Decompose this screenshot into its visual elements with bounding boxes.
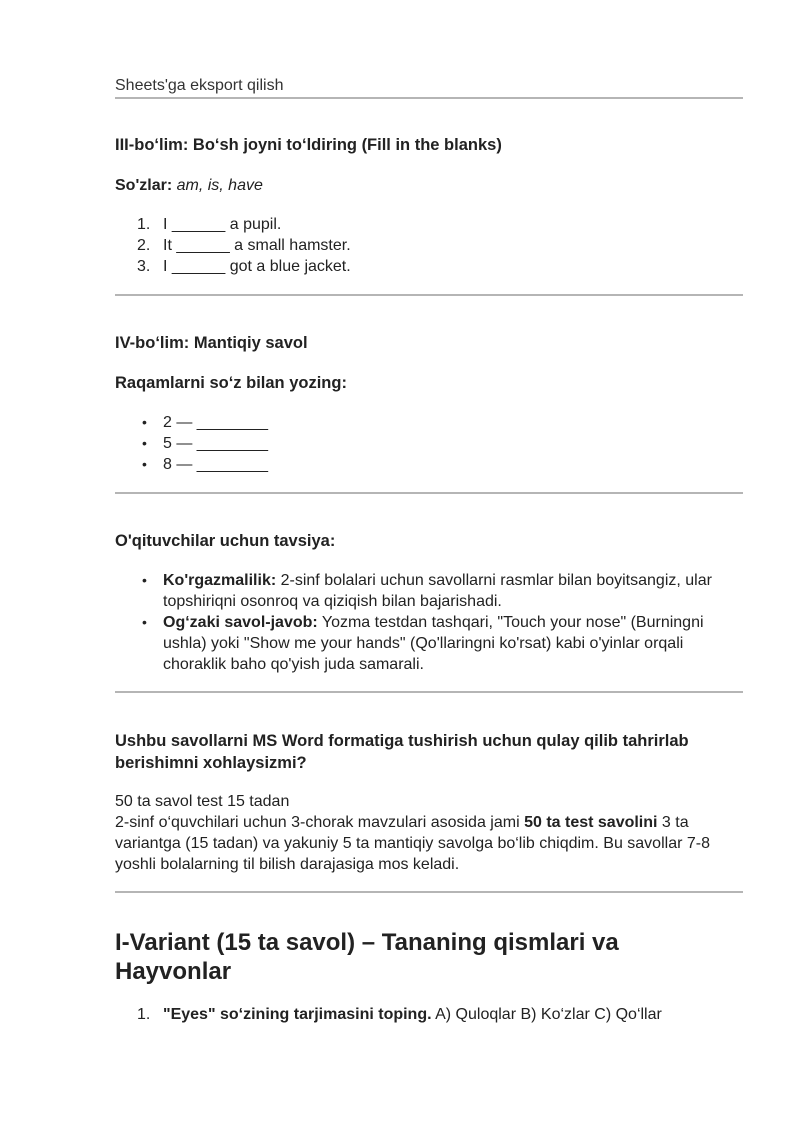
divider <box>115 891 743 893</box>
section-4-title: IV-bo‘lim: Mantiqiy savol <box>115 334 308 352</box>
item-number: 3. <box>137 258 151 275</box>
list-item <box>115 1004 763 1025</box>
numbers-list <box>115 412 743 475</box>
teachers-title: O'qituvchilar uchun tavsiya: <box>115 532 336 550</box>
words-list: am, is, have <box>176 177 263 194</box>
paragraph-text: 2-sinf o‘quvchilari uchun 3-chorak mavzulari asosida jami <box>115 814 525 831</box>
list-item <box>115 235 743 256</box>
teachers-list <box>115 570 743 675</box>
question-title: Ushbu savollarni MS Word formatiga tushirish uchun qulay qilib tahrirlab berishimni xohlaysizmi? <box>115 732 689 772</box>
question-line: 50 ta savol test 15 tadan <box>115 793 290 810</box>
paragraph-text: 3 ta variantga (15 tadan) va yakuniy 5 ta mantiqiy savolga bo‘lib chiqdim. Bu savollar 7-8 yoshli bolalarning til bilish darajasiga mos keladi. <box>115 814 710 873</box>
bullet-icon: • <box>142 456 147 472</box>
answer-options: A) Quloqlar B) Ko‘zlar C) Qo‘llar <box>431 1006 662 1023</box>
item-label: Og‘zaki savol-javob: <box>163 614 318 631</box>
paragraph-bold: 50 ta test savolini <box>524 814 658 831</box>
item-text: 5 — ________ <box>163 435 268 452</box>
list-item <box>115 612 743 675</box>
words-label: So'zlar: <box>115 177 173 194</box>
item-text: It ______ a small hamster. <box>163 237 351 254</box>
bullet-icon: • <box>142 414 147 430</box>
list-item <box>115 454 743 475</box>
item-text: I ______ got a blue jacket. <box>163 258 351 275</box>
variant-1-list <box>115 1004 763 1025</box>
divider <box>115 97 743 99</box>
bullet-icon: • <box>142 614 147 630</box>
item-label: Ko'rgazmalilik: <box>163 572 277 589</box>
fill-blanks-list <box>115 214 743 277</box>
section-4-subtitle: Raqamlarni so‘z bilan yozing: <box>115 374 347 392</box>
divider <box>115 691 743 693</box>
item-number: 1. <box>137 1006 151 1023</box>
list-item <box>115 256 743 277</box>
bullet-icon: • <box>142 435 147 451</box>
bullet-icon: • <box>142 572 147 588</box>
item-text: I ______ a pupil. <box>163 216 282 233</box>
item-number: 1. <box>137 216 151 233</box>
divider <box>115 492 743 494</box>
item-text: Yozma testdan tashqari, "Touch your nose" (Burningni ushla) yoki "Show me your hands" (Qo'llaringni ko'rsat) kabi o'yinlar orqali choraklik baho qo'yish juda samarali. <box>163 614 704 673</box>
list-item <box>115 433 743 454</box>
list-item <box>115 214 743 235</box>
variant-1-heading: I-Variant (15 ta savol) – Tananing qismlari va Hayvonlar <box>115 929 619 985</box>
list-item <box>115 412 743 433</box>
words-line <box>115 175 263 196</box>
question-paragraph <box>115 812 730 875</box>
section-3-title: III-bo‘lim: Bo‘sh joyni to‘ldiring (Fill in the blanks) <box>115 136 502 154</box>
item-number: 2. <box>137 237 151 254</box>
item-text: 2 — ________ <box>163 414 268 431</box>
item-text: 2-sinf bolalari uchun savollarni rasmlar bilan boyitsangiz, ular topshiriqni osonroq va qiziqish bilan bajarishadi. <box>163 572 712 610</box>
item-text: 8 — ________ <box>163 456 268 473</box>
question-text: "Eyes" so‘zining tarjimasini toping. <box>163 1006 432 1023</box>
divider <box>115 294 743 296</box>
export-to-sheets-link[interactable]: Sheets'ga eksport qilish <box>115 77 284 94</box>
list-item <box>115 570 743 612</box>
